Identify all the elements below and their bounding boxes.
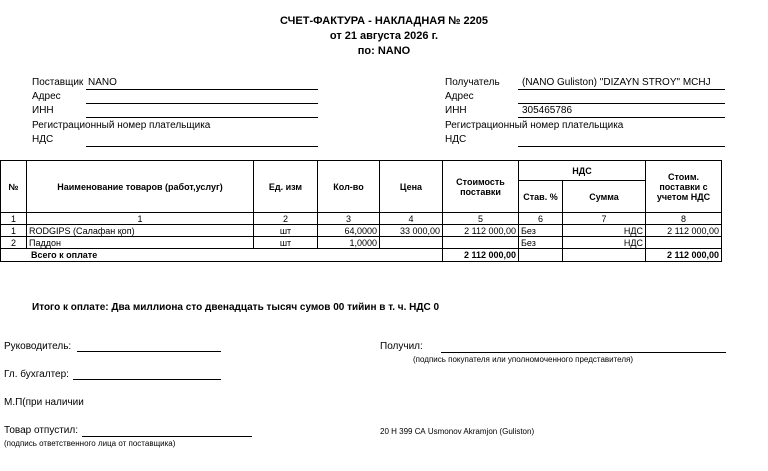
supplier-reg-label: Регистрационный номер плательщика bbox=[32, 120, 211, 131]
row-unit: шт bbox=[254, 225, 318, 237]
row-total: 2 112 000,00 bbox=[646, 225, 722, 237]
receiver-info: 20 Н 399 СА Usmonov Akramjon (Guliston) bbox=[380, 427, 535, 436]
buyer-address-line bbox=[518, 103, 725, 104]
row-vat-rate: Без bbox=[519, 225, 563, 237]
invoice-contract: по: NANO bbox=[357, 45, 411, 57]
col-number: 1 bbox=[27, 213, 254, 225]
accountant-sign-line bbox=[73, 379, 221, 380]
supplier-inn-label: ИНН bbox=[32, 105, 54, 116]
buyer-label: Получатель bbox=[445, 77, 500, 88]
row-vat-rate: Без bbox=[519, 237, 563, 249]
table-row bbox=[1, 225, 722, 237]
header-num: № bbox=[1, 161, 27, 213]
column-numbers-row bbox=[1, 213, 722, 225]
row-num: 2 bbox=[1, 237, 27, 249]
header-vat: НДС bbox=[519, 161, 646, 181]
received-label: Получил: bbox=[380, 341, 423, 352]
header-vat-rate: Став. % bbox=[519, 181, 563, 213]
row-price bbox=[380, 237, 443, 249]
buyer-nds-line bbox=[518, 146, 725, 147]
supplier-inn-line bbox=[86, 117, 318, 118]
row-qty: 64,0000 bbox=[318, 225, 380, 237]
invoice-date: от 21 августа 2026 г. bbox=[329, 30, 439, 42]
buyer-name-line bbox=[518, 89, 725, 90]
total-row bbox=[1, 249, 722, 262]
invoice-table bbox=[0, 160, 722, 262]
row-name: RODGIPS (Салафан қоп) bbox=[27, 225, 254, 237]
buyer-reg-label: Регистрационный номер плательщика bbox=[445, 120, 624, 131]
total-vat-rate-empty bbox=[519, 249, 563, 262]
released-label: Товар отпустил: bbox=[4, 425, 78, 436]
buyer-nds-label: НДС bbox=[445, 134, 467, 145]
supplier-address-label: Адрес bbox=[32, 91, 61, 102]
received-note: (подпись покупателя или уполномоченного представителя) bbox=[413, 355, 634, 364]
col-number: 2 bbox=[254, 213, 318, 225]
col-number: 3 bbox=[318, 213, 380, 225]
total-with-vat: 2 112 000,00 bbox=[646, 249, 722, 262]
col-number: 7 bbox=[563, 213, 646, 225]
header-vat-sum: Сумма bbox=[563, 181, 646, 213]
row-cost: 2 112 000,00 bbox=[443, 225, 519, 237]
header-cost: Стоимость поставки bbox=[443, 161, 519, 213]
row-vat-sum: НДС bbox=[563, 225, 646, 237]
row-qty: 1,0000 bbox=[318, 237, 380, 249]
col-number: 5 bbox=[443, 213, 519, 225]
buyer-address-label: Адрес bbox=[445, 91, 474, 102]
buyer-inn-label: ИНН bbox=[445, 105, 467, 116]
row-unit: шт bbox=[254, 237, 318, 249]
supplier-label: Поставщик bbox=[32, 77, 84, 88]
row-price: 33 000,00 bbox=[380, 225, 443, 237]
row-cost bbox=[443, 237, 519, 249]
received-sign-line bbox=[441, 352, 726, 353]
col-number: 6 bbox=[519, 213, 563, 225]
supplier-address-line bbox=[86, 103, 318, 104]
col-number: 8 bbox=[646, 213, 722, 225]
header-name: Наименование товаров (работ,услуг) bbox=[27, 161, 254, 213]
col-number: 4 bbox=[380, 213, 443, 225]
stamp-label: М.П(при наличии bbox=[4, 397, 84, 408]
col-number: 1 bbox=[1, 213, 27, 225]
buyer-inn-line bbox=[518, 117, 725, 118]
row-vat-sum: НДС bbox=[563, 237, 646, 249]
amount-in-words: Итого к оплате: Два миллиона сто двенадцать тысяч сумов 00 тийин в т. ч. НДС 0 bbox=[32, 302, 440, 313]
director-label: Руководитель: bbox=[4, 341, 72, 352]
table-row bbox=[1, 237, 722, 249]
total-vat-sum-empty bbox=[563, 249, 646, 262]
header-unit: Ед. изм bbox=[254, 161, 318, 213]
buyer-inn: 305465786 bbox=[522, 105, 573, 116]
total-label: Всего к оплате bbox=[1, 249, 443, 262]
director-sign-line bbox=[77, 351, 221, 352]
total-cost: 2 112 000,00 bbox=[443, 249, 519, 262]
released-note: (подпись ответственного лица от поставщика) bbox=[4, 439, 176, 448]
supplier-name-line bbox=[86, 89, 318, 90]
row-num: 1 bbox=[1, 225, 27, 237]
buyer-name: (NANO Guliston) "DIZAYN STROY" MCHJ bbox=[522, 77, 711, 88]
supplier-nds-label: НДС bbox=[32, 134, 54, 145]
accountant-label: Гл. бухгалтер: bbox=[4, 369, 69, 380]
row-total bbox=[646, 237, 722, 249]
header-qty: Кол-во bbox=[318, 161, 380, 213]
supplier-nds-line bbox=[86, 146, 318, 147]
released-sign-line bbox=[82, 436, 252, 437]
header-price: Цена bbox=[380, 161, 443, 213]
invoice-title: СЧЕТ-ФАКТУРА - НАКЛАДНАЯ № 2205 bbox=[280, 15, 488, 27]
header-total: Стоим. поставки с учетом НДС bbox=[646, 161, 722, 213]
row-name: Паддон bbox=[27, 237, 254, 249]
supplier-name: NANO bbox=[88, 77, 117, 88]
